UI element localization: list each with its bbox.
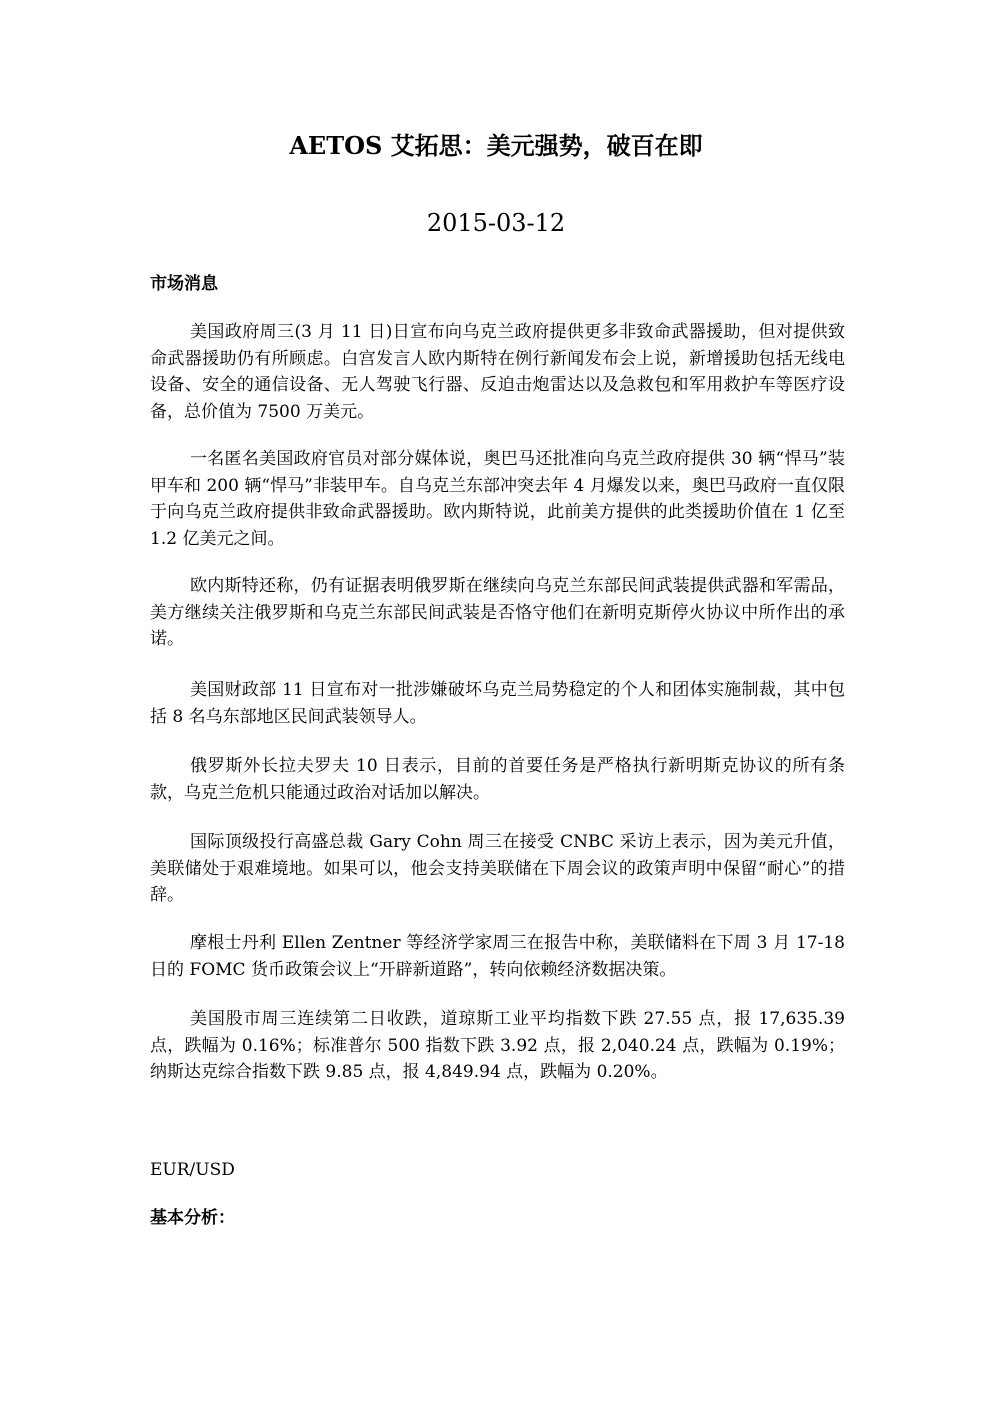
paragraph: 摩根士丹利 Ellen Zentner 等经济学家周三在报告中称，美联储料在下周 3 月 17-18 日的 FOMC 货币政策会议上“开辟新道路”，转向依赖经济数据决策。	[150, 933, 845, 980]
paragraph: 俄罗斯外长拉夫罗夫 10 日表示，目前的首要任务是严格执行新明斯克协议的所有条款，乌克兰危机只能通过政治对话加以解决。	[150, 756, 845, 803]
section-heading-market-news: 市场消息	[150, 274, 218, 294]
paragraph: 国际顶级投行高盛总裁 Gary Cohn 周三在接受 CNBC 采访上表示，因为美元升值，美联储处于艰难境地。如果可以，他会支持美联储在下周会议的政策声明中保留“耐心”的措辞。	[150, 832, 845, 905]
document-date: 2015-03-12	[426, 209, 566, 237]
section-heading-fundamental-analysis: 基本分析：	[150, 1208, 235, 1228]
section-heading-eurusd: EUR/USD	[150, 1160, 235, 1180]
paragraph: 美国股市周三连续第二日收跌，道琼斯工业平均指数下跌 27.55 点，报 17,635.39 点，跌幅为 0.16%；标准普尔 500 指数下跌 3.92 点，报 2,040.24 点，跌幅为 0.19%；纳斯达克综合指数下跌 9.85 点，报 4,849.94 点，跌幅为 0.20%。	[150, 1009, 845, 1082]
paragraph: 欧内斯特还称，仍有证据表明俄罗斯在继续向乌克兰东部民间武装提供武器和军需品，美方继续关注俄罗斯和乌克兰东部民间武装是否恪守他们在新明克斯停火协议中所作出的承诺。	[150, 576, 845, 649]
paragraph: 一名匿名美国政府官员对部分媒体说，奥巴马还批准向乌克兰政府提供 30 辆“悍马”装甲车和 200 辆“悍马”非装甲车。自乌克兰东部冲突去年 4 月爆发以来，奥巴马政府一直仅限于向乌克兰政府提供非致命武器援助。欧内斯特说，此前美方提供的此类援助价值在 1 亿至 1.2 亿美元之间。	[150, 449, 845, 549]
document-title: AETOS 艾拓思：美元强势，破百在即	[289, 131, 703, 160]
paragraph: 美国财政部 11 日宣布对一批涉嫌破坏乌克兰局势稳定的个人和团体实施制裁，其中包括 8 名乌东部地区民间武装领导人。	[150, 680, 845, 727]
paragraph: 美国政府周三(3 月 11 日)日宣布向乌克兰政府提供更多非致命武器援助，但对提供致命武器援助仍有所顾虑。白宫发言人欧内斯特在例行新闻发布会上说，新增援助包括无线电设备、安全的通信设备、无人驾驶飞行器、反迫击炮雷达以及急救包和军用救护车等医疗设备，总价值为 7500 万美元。	[150, 322, 845, 422]
